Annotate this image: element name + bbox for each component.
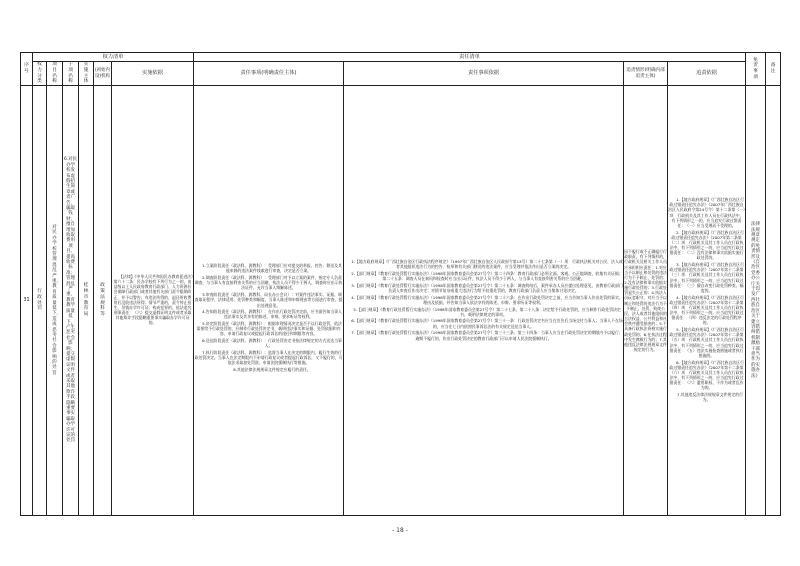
col-header-acc-basis: 追责依据 (668, 62, 746, 86)
resp-basis-item: 4.【部门规章】《教育行政处罚暂行实施办法》（1998年国家教育委员会第27号令）第二十六条：在作出行政处罚决定之前，应当告知当事人作出处罚的事实、理由及依据，并告知当事人依法享有的陈述、申辩、要求听证等权利。 (351, 294, 623, 305)
acc-basis-item: 3.【地方政府规章】《广西壮族自治区行政过错责任追究办法》（2007年第十二条第（三）项 行政机关及其工作人员在行政执法中，有下列情形之一的，应当追究行政过错责任：（三）擅自改变行政处罚种类、幅度的。 (669, 262, 744, 293)
col-header-no: 序号 (21, 53, 33, 86)
cell-inner: 政策法规科等 (94, 86, 112, 516)
resp-item: 6.送达阶段责任（政法科、源教科）：行政处罚决定书按法律规定的方式送达当事人。 (202, 338, 342, 349)
cell-subitem: 6.对民办学校发布虚假招生简章或者广告，骗取钱财；擅自增加收取费用项目、提高收费标准；管理混乱严重，教育教学质量低下，产生恶劣社会影响；提交虚假证明文件或者采取其他欺诈手段隐瞒重要事实骗取办学许可证的处罚 (63, 86, 79, 516)
resp-basis-item: 3.【部门规章】《教育行政处罚暂行实施办法》（1998年国家教育委员会第27号令）第二十五条：调查终结后，案件承办人员应提出处理意见，由教育行政部门负责人审查后作出决定；对情节复杂或重大违法行为给予较重处罚的，教育行政部门负责人应当集体讨论决定。 (351, 282, 623, 293)
col-header-acc-items: 追责情形(明确内部追责主体) (624, 62, 668, 86)
acc-basis-item: 6.【地方政府规章】《广西壮族自治区行政过错责任追究办法》（2007年第十二条第（六）项 行政机关及其工作人员在行政执法中，有下列情形之一的，应当追究行政过错责任：（六）滥用职权、不作为或者乱作为的。 (669, 359, 744, 391)
resp-basis-item: 2.【部门规章】《教育行政处罚暂行实施办法》（1998年国家教育委员会第27号令）第二十四条：教育行政部门必须全面、客观、公正地调查，收集有关证据；第二十五条：调查人员在询问和检查时应当出示证件，执法人员不得少于两人，与当事人有直接利害关系的应当回避。 (351, 270, 623, 281)
cell-resp-items (194, 86, 344, 516)
resp-item: 3.审查阶段责任（政法科、源教科、局长办公会议）：对案件违法事实、证据、调查取证程序、法律适用、处罚种类和幅度、当事人陈述和申辩理由等方面进行审查，提出处理意见。 (194, 292, 343, 308)
cell-resp-basis (344, 86, 624, 516)
table-row (21, 86, 781, 516)
resp-basis-item: 7.【部门规章】《教育行政处罚暂行实施办法》（1998年国家教育委员会第27号令）第三十三条、第三十四条：当事人应当在行政处罚决定的期限内予以履行；逾期不履行的，作出行政处罚决定的教育行政部门可以申请人民法院强制执行。 (351, 330, 623, 341)
col-header-type: 权力分类 (33, 62, 47, 86)
acc-basis-item: 2.【地方政府规章】《广西壮族自治区行政过错责任追究办法》（2007年第二条第（二）项 行政机关及其工作人员在行政执法中，有下列情形之一的，应当追究行政过错责任：（二）没有法律和事实依据实施行政处罚的。 (669, 229, 744, 261)
col-header-resp-items: 责任事项(明确责任主体) (194, 62, 344, 86)
cell-exempt: 法律法规规章规定的免责情形及《自治区党委办公厅关于印发广西壮族自治区关于建立容错纠错机制激励干部担当作为的实施办法》 (746, 86, 766, 516)
basis-paragraph: 【法律】《中华人民共和国民办教育促进法》第六十二条：民办学校有下列行为之一的，由县级以上人民政府教育行政部门、人力资源社会保障行政部门或者其他有关部门责令限期改正，并予以警告；有违法所得的，退还所收费用后没收违法所得；情节严重的，责令停止招生、吊销办学许可证；构成犯罪的，依法追究刑事责任：（六）提交虚假证明文件或者采取其他欺诈手段隐瞒重要事实骗取办学许可证的。 (113, 274, 193, 326)
acc-basis-item: 7.其他违反法律法规规章文件规定的行为。 (677, 392, 743, 403)
acc-items-text: 因不履行或不正确履行行政职责，有下列情形的，行政机关及相关工作人员应承担相应责任：1.对应当予以制止和处罚的违法行为不予制止、处罚的；2.没有法律和事实依据实施行政处罚的；3.行政处罚显失公正的；4.执法人员玩忽职守，对应当予以制止和处罚的违法行为不予制止、处罚，致使公民、法人或者其他组织的合法权益、公共利益和社会秩序遭受损害的；5.不具备行政执法资格实施行政处罚的；6.在执法过程中发生腐败行为的；7.其他违反法律法规规章文件规定的行为。 (624, 249, 667, 352)
col-header-resp-basis: 责任事项依据 (344, 62, 624, 86)
resp-item: 1.立案阶段责任（政法科、源教科）：受理部门应对提交的举报、控告、移送及其他来源的违法案件线索进行审查，决定是否立案。 (202, 263, 342, 274)
group-header-power: 权力清单 (33, 53, 194, 62)
cell-no: 31 (21, 86, 33, 516)
acc-basis-item: 4.【地方政府规章】《广西壮族自治区行政过错责任追究办法》（2007年第十二条第（四）项 行政机关及其工作人员在行政执法中，有下列情形之一的，应当追究行政过错责任：（四）违反法定的行政处罚程序的。 (669, 294, 744, 326)
col-header-subitem: 子项名称 (63, 62, 79, 86)
col-header-inner: (初始内设)机构 (94, 62, 112, 86)
col-header-basis: 实施依据 (112, 62, 194, 86)
page-number: - 18 - (392, 527, 408, 534)
group-header-resp: 责任清单 (194, 53, 746, 62)
acc-basis-item: 5.【地方政府规章】《广西壮族自治区行政过错责任追究办法》（2007年第十二条第（五）项 行政机关及其工作人员在行政执法中，有下列情形之一的，应当追究行政过错责任：（五）违法实施检查措施或者执行措施的。 (669, 327, 744, 358)
col-header-item: 项目名称 (47, 62, 63, 86)
resp-item: 4.告知阶段责任（政法科、源教科）：在作出行政处罚决定前，应书面告知当事人违法事实及其享有的陈述、申辩、要求听证等权利。 (202, 309, 342, 320)
resp-item: 8.其他法律法规规章文件规定应履行的责任。 (233, 367, 311, 373)
cell-subject: 桂林市教育局 (79, 86, 94, 516)
cell-basis (112, 86, 194, 516)
resp-basis-item: 6.【部门规章】《教育行政处罚暂行实施办法》（1998年国家教育委员会第27号令）第三十一条：行政处罚决定书应当在宣告后当场交付当事人；当事人不在场的，应当在七日内依照民事诉讼法的有关规定送达当事人。 (351, 318, 623, 329)
resp-basis-item: 5.【部门规章】《教育行政处罚暂行实施办法》（1998年国家教育委员会第27号令）第二十七条、第二十八条：决定给予行政处罚的，应当制作行政处罚决定书，载明法律规定的事项。 (353, 306, 621, 317)
responsibility-table (20, 52, 781, 516)
cell-acc-basis (668, 86, 746, 516)
cell-remark (766, 86, 781, 516)
resp-item: 2.调查阶段责任（政法科、源教科）：受理部门对予以立案的案件，指定专人负责调查，与当事人有直接利害关系的应当回避，执法人员不得少于两人，调查时应出示执法证件，允许当事人辩解陈述。 (194, 275, 343, 291)
acc-basis-item: 1.【地方政府规章】《广西壮族自治区行政过错责任追究办法》（2007年广西壮族自治区人民政府令第24号令）第十二条第（一）项 行政机关及其工作人员在行政执法中，有下列情形之一的，应当追究行政过错责任：（一）应当受理而不受理的。 (668, 197, 745, 228)
resp-basis-item: 1.【地方政府规章】《广西壮族自治区行政执法程序规定》（1997年广西壮族自治区人民政府令第13号）第二十七条第（一）项 行政执法机关对公民、法人或者其他组织违法行为的控告、检举和有关部门移送的违法案件，应当受理并依法作出是否立案的决定。 (351, 258, 623, 270)
col-header-exempt: 免责事项 (746, 53, 766, 86)
cell-acc-items (624, 86, 668, 516)
cell-type: 行政处罚 (33, 86, 47, 516)
col-header-subject: 实施主体 (79, 62, 94, 86)
cell-item: 对民办学校管理混乱严重、教育质量低下，造成恶劣社会影响的处罚 (47, 86, 63, 516)
resp-item: 5.决定阶段责任（政法科、源教科）：根据审理情况决定是否予以行政处罚，依法需要给予行政处罚的，应制作行政处罚决定书，载明违法事实和证据、处罚依据和内容、申请行政复议或提起行政诉讼的途径和期限等内容。 (196, 321, 342, 337)
resp-item: 7.执行阶段责任（政法科、源教科）：监督当事人在决定的期限内，履行生效的行政处罚决定。当事人在法定期限内不申请行政复议或者提起行政诉讼，又不履行的，可依法采取加处罚款、申请法院强制执行等措施。 (194, 350, 343, 366)
col-header-remark: 备注 (766, 53, 781, 86)
